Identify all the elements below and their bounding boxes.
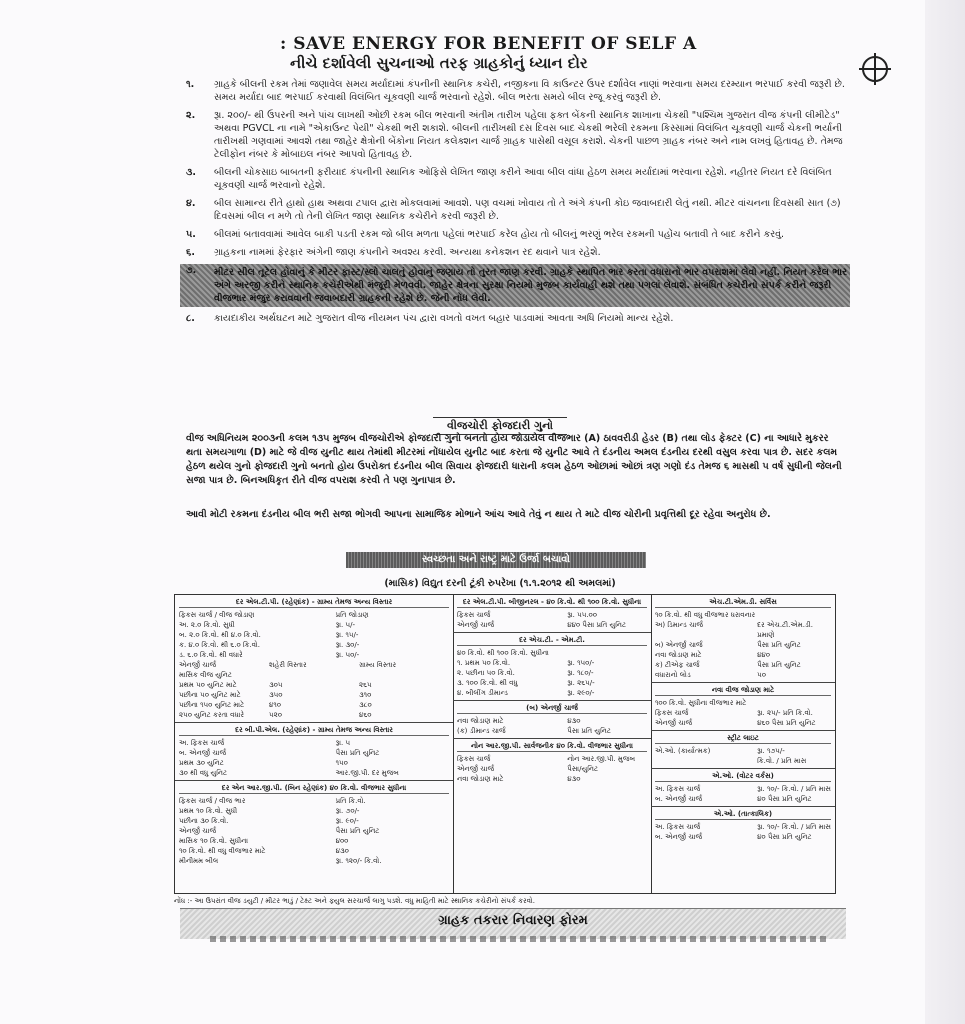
- table-row: પ્રથમ ૩૦ યુનિટ ૧૫૦: [179, 759, 348, 767]
- tariff-note: નોંધ :- આ ઉપરાંત વીજ ડયુટી / મીટર ભાડું / ટેક્ષ્ટ અને ફ્યુલ સરચાર્જ લાગુ પડશે. વધુ માહિતી માટે સ્થાનિક કચેરીનો સંપર્ક કરવો.: [174, 897, 535, 905]
- table-row: બ. એનર્જી ચાર્જ પૈસા પ્રતિ યુનિટ: [179, 749, 380, 757]
- document-sheet: [150, 28, 850, 1024]
- table-row: અ. ફિકસ ચાર્જ રૂા. ૫: [179, 739, 351, 747]
- item-text: ગ્રાહકે બીલની રકમ તેમાં જણાવેલ સમય મર્યાદામાં કંપનીની સ્થાનિક કચેરી, નજીકના વિ કાઉન્ટર ઉપર દર્શાવેલ નાણાં ભરવાના સમય દરમ્યાન ભરપાઈ કરવી જરૂરી છે. સમય મર્યાદા બાદ ભરપાઈ કરવાથી વિલંબિત ચૂકવણી ચાર્જ ભરવાનો રહેશે. બીલ ભરતા સમયે બીલ રજૂ કરવું જરૂરી છે.: [214, 79, 845, 103]
- tariff-column-lt: [453, 595, 652, 893]
- energy-banner: સ્વચ્છતા અને રાષ્ટ્ર માટે ઉર્જા બચાવો: [346, 552, 646, 568]
- list-item: [180, 312, 850, 325]
- lt-general-block: [453, 595, 651, 633]
- block-title: સ્ટ્રીટ લાઇટ: [655, 733, 831, 744]
- registration-mark-icon: [862, 56, 888, 82]
- theft-paragraph: વીજ અધિનિયમ ૨૦૦૩ની કલમ ૧૩૫ મુજબ વીજચોરીએ ફોજદારી ગુનો બનતો હોય જોડાયેલ વીજભાર (A) ઠાવવરીડી હેડર (B) તથા લોડ ફેક્ટર (C) ના આધારે મુકરર થતા સમયગાળા (D) માટે જે વીજ યુનીટ થાય તેમાંથી મીટરમાં નોંધાયેલ યુનીટ બાદ કરતા જે યુનીટ આવે તે દંડનીય અમલ દંડનીય દરથી વસુલ કરવા પાત્ર છે. સદર કલમ હેઠળ થયેલ ગુનો ફોજદારી ગુનો બનતો હોય ઉપરોક્ત દંડનીય બીલ સિવાય ફોજદારી ધારાની કલમ હેઠળ ઓછામાં ઓછાં ત્રણ ગણો દંડ તેમજ ૬ માસથી ૫ વર્ષ સુધીની જેલની સજા પાત્ર છે. બિનઅધિકૃત રીતે વીજ વપરાશ કરવી તે પણ ગુનાપાત્ર છે.: [186, 433, 842, 486]
- table-row: એનર્જી ચાર્જ ૪૬૦ પૈસા પ્રતિ યુનિટ: [655, 719, 816, 727]
- table-row: બ. ૨.૦ કિ.વો. થી ૪.૦ કિ.વો. રૂા. ૧૫/-: [179, 631, 359, 639]
- item-number: ૨.: [186, 110, 196, 121]
- ht-energy-block: [453, 701, 651, 739]
- table-row: ફિકસ ચાર્જ રૂા. ૨૫/- પ્રતિ કિ.વો.: [655, 709, 813, 717]
- list-item: [180, 109, 850, 161]
- table-row: માસિક ૧૦ કિ.વો. સુધીના ૪૦૦: [179, 837, 349, 845]
- table-row: પછીના ૩૦ કિ.વો. રૂા. ૯૦/-: [179, 817, 359, 825]
- table-row: ક) ટીએફ ચાર્જ પૈસા પ્રતિ યુનિટ: [655, 661, 801, 669]
- table-row: ૩૦ થી વધુ યુનિટ આર.જી.પી. દર મુજબ: [179, 769, 399, 777]
- block-title: દર એલ.ટી.પી. બીજીનરલ - ૪૦ કિ.વો. થી ૧૦૦ કિ.વો. સુધીના: [457, 597, 647, 608]
- new-connection-block: [651, 683, 835, 731]
- block-title: દર એન આર.જી.પી. (બિન રહેણાંક) ૪૦ કિ.વો. વીજભાર સુધીના: [179, 783, 449, 794]
- block-title: એ.ઓ. (તાત્કાલિક): [655, 809, 831, 820]
- table-row: નવા જોડાણ માટે ૪૩૦: [457, 717, 581, 725]
- table-row: ફિકસ ચાર્જ નોન આર.જી.પી. મુજબ: [457, 755, 636, 763]
- theft-appeal: આવી મોટી રકમના દંડનીય બીલ ભરી સજા ભોગવી આપના સામાજિક મોભાને આંચ આવે તેવું ન થાય તે માટે વીજ ચોરીની પ્રવૃત્તિથી દૂર રહેવા અનુરોધ છે.: [186, 509, 771, 520]
- item-number: ૧.: [186, 79, 195, 90]
- item-text: બીલ સામાન્ય રીતે હાથો હાથ અથવા ટપાલ દ્વારા મોકલવામાં આવશે. પણ વચમાં ખોવાય તો તે અંગે કંપની કોઇ જવાબદારી લેતું નથી. મીટર વાંચનના દિવસથી સાત (૭) દિવસમાં બીલ ન મળે તો તેની લેખિત જાણ સ્થાનિક કચેરીને કરવી જરૂરી છે.: [214, 198, 841, 222]
- bpl-block: [175, 723, 453, 781]
- table-row: ૧૦૦ કિ.વો. સુધીના વીજભાર માટે: [655, 699, 747, 707]
- table-row: એનર્જી ચાર્જ પૈસા પ્રતિ યુનિટ: [179, 827, 380, 835]
- table-row: અ. ફિકસ ચાર્જ રૂા. ૧૦/- કિ.વો. / પ્રતિ માસ: [655, 823, 831, 831]
- table-row: ૧૦ કિ.વો. થી વધુ વીજભાર માટે ૪૩૦: [179, 847, 349, 855]
- forum-banner: [180, 908, 846, 939]
- title-english: : SAVE ENERGY FOR BENEFIT OF SELF A: [280, 34, 697, 54]
- table-row: બ. એનર્જી ચાર્જ ૪૦ પૈસા પ્રતિ યુનિટ: [655, 795, 812, 803]
- table-row: બ. એનર્જી ચાર્જ ૪૦ પૈસા પ્રતિ યુનિટ: [655, 833, 812, 841]
- table-row: પછીના ૧૫૦ યુનિટ માટે ૪૧૦ ૩૮૦: [179, 701, 372, 709]
- table-row: ૨૫૦ યુનિટ કરતા વધારે ૫૨૦ ૪૬૦: [179, 711, 372, 719]
- tariff-column-ht: [651, 595, 835, 893]
- page-edge: [925, 0, 965, 1024]
- table-row: ડ. ૬.૦ કિ.વો. થી વધારે રૂા. ૫૦/-: [179, 651, 360, 659]
- table-row: વધારાનો લોડ ૫૦: [655, 671, 766, 679]
- nrgp-block: [175, 781, 453, 868]
- list-item: [180, 228, 850, 241]
- table-row: માસિક વીજ યુનિટ: [179, 671, 232, 679]
- table-row: બ) એનર્જી ચાર્જ પૈસા પ્રતિ યુનિટ: [655, 641, 801, 649]
- instruction-list: [180, 78, 850, 330]
- list-item: [180, 166, 850, 192]
- rgp-block: [175, 595, 453, 723]
- table-row: ૪૦ કિ.વો. થી ૧૦૦ કિ.વો. સુધીના: [457, 649, 549, 657]
- table-row: અ) ડિમાન્ડ ચાર્જ દર એચ.ટી.એમ.ડી. પ્રમાણે: [655, 621, 813, 639]
- table-row: (ક) ડીમાન્ડ ચાર્જ પૈસા પ્રતિ યુનિટ: [457, 727, 611, 735]
- theft-heading: વીજચોરી ફોજદારી ગુનો: [150, 414, 850, 435]
- street-light-block: [651, 731, 835, 769]
- forum-title: ગ્રાહક તકરાર નિવારણ ફોરમ: [438, 913, 588, 928]
- table-row: એનર્જી ચાર્જ પૈસા/યુનિટ: [457, 765, 599, 773]
- tariff-column-residential: [175, 595, 454, 893]
- temporary-block: [651, 807, 835, 844]
- table-row: નવા જોડાણ માટે ૪૪૦: [655, 651, 770, 659]
- item-number: ૫.: [186, 229, 196, 240]
- item-text: કાયદાકીય અર્થઘટન માટે ગુજરાત વીજ નીયમન પંચ દ્વારા વખતો વખત બહાર પાડવામાં આવતા અધિ નિયમો માન્ય રહેશે.: [214, 313, 674, 324]
- table-row: એનર્જી ચાર્જ ૪૪૦ પૈસા પ્રતિ યુનિટ: [457, 621, 627, 629]
- table-row: મીનીમમ બીલ રૂા. ૧૨૦/- કિ.વો.: [179, 857, 382, 865]
- table-row: ૪. બીલીંગ ડીમાન્ડ રૂા. ૨૯૦/-: [457, 689, 595, 697]
- table-row: પ્રથમ ૫૦ યુનિટ માટે ૩૦૫ ૨૬૫: [179, 681, 372, 689]
- list-item: [180, 197, 850, 223]
- forum-text-faded: [210, 936, 830, 942]
- table-row: અ. ફિકસ ચાર્જ રૂા. ૧૦/- કિ.વો. / પ્રતિ માસ: [655, 785, 831, 793]
- list-item-shaded: [180, 264, 850, 307]
- item-number: ૭.: [186, 265, 197, 276]
- htmd-block: [651, 595, 835, 683]
- item-text: રૂા. ૨૦૦/- થી ઉપરની અને પાંચ લાખથી ઓછી રકમ બીલ ભરવાની અંતીમ તારીખ પહેલા ફક્ત બેંકની સ્થાનિક શાખાના ચેકથી "પશ્ચિમ ગુજરાત વીજ કંપની લીમીટેડ" અથવા PGVCL ના નામે "એકાઉન્ટ પેયી" ચેકથી ભરી શકાશે. બીલની તારીખથી દસ દિવસ બાદ ચેકથી ભરેલી રકમના કિસ્સામાં વિલંબિત ચૂકવણી ચાર્જ ચેકની ભર્યાની તારીખથી ગણવામાં આવશે તથા જાહેર ક્ષેત્રોની બેંકોના નિયત કલેક્શન ચાર્જ ગ્રાહક પાસેથી વસૂલ કરાશે. ચેકની પાછળ ગ્રાહક નંબર અને નામ લખવું હિતાવહ છે. તેમજ ટેલીફોન નંબર કે મોબાઇલ નંબર આપવો હિતાવહ છે.: [214, 110, 843, 160]
- item-number: ૪.: [186, 198, 196, 209]
- public-lt-block: [453, 739, 651, 786]
- table-row: અ. ૨.૦ કિ.વો. સુધી રૂા. ૫/-: [179, 621, 355, 629]
- table-row: ફિકસ ચાર્જ / વીજ ભાર પ્રતિ કિ.વો.: [179, 797, 366, 805]
- table-row: ૧. પ્રથમ ૫૦ કિ.વો. રૂા. ૧૫૦/-: [457, 659, 595, 667]
- item-text: બીલની ચોકસાઇ બાબતની ફરીયાદ કંપનીની સ્થાનિક ઓફિસે લેખિત જાણ કરીને આવા બીલ વાંધા હેઠળ સમય મર્યાદામાં ભરવાના રહેશે. નહીતર નિયત દરે વિલંબિત ચૂકવણી ચાર્જ ભરવાનો રહેશે.: [214, 167, 832, 191]
- table-row: ૩. ૧૦૦ કિ.વો. થી વધુ રૂા. ૨૬૫/-: [457, 679, 595, 687]
- item-text: બીલમાં બતાવવામાં આવેલ બાકી પડતી રકમ જો બીલ મળતા પહેલાં ભરપાઈ કરેલ હોય તો બીલનું ભરણું ભરેલ રકમની પહોંચ બતાવી તે બાદ કરીને કરવું.: [214, 229, 785, 240]
- table-row: પછીના ૫૦ યુનિટ માટે ૩૫૦ ૩૧૦: [179, 691, 372, 699]
- block-title: (બ) એનર્જી ચાર્જ: [457, 703, 647, 714]
- table-row: નવા જોડાણ માટે ૪૩૦: [457, 775, 581, 783]
- table-row: કિ.વો. / પ્રતિ માસ: [757, 757, 807, 765]
- item-text: મીટર સીલ તૂટેલ હોવાનું કે મીટર ફાસ્ટ/સ્લો ચાલતું હોવાનું જણાય તો તુરત જાણ કરવી. ગ્રાહકે સ્થાપિત ભાર કરતા વધારાનો ભાર વપરાશમાં લેવો નહીં. નિયત કરેલ ભાર અંગે અરજી કરીને સ્થાનિક કચેરીએથી મંજૂરી મેળવવી. જાહેર ક્ષેત્રના સુરક્ષા નિયમો મુજબ કાર્યવાહી થશે તથા પગલાં લેવાશે. સંબંધિત કચેરીનો સંપર્ક કરીને જરૂરી વીજભાર મંજુર કરાવવાની જવાબદારી ગ્રાહકની રહેશે છે. જેની નોંધ લેવી.: [214, 267, 848, 304]
- item-number: ૮.: [186, 313, 195, 324]
- table-row: ફિકસ ચાર્જ / વીજ જોડાણ પ્રતિ જોડાણ: [179, 611, 369, 619]
- table-row: ૧૦ કિ.વો. થી વધુ વીજભાર ધરાવનાર: [655, 611, 756, 619]
- block-title: નોન આર.જી.પી. સાર્વજનીક ૪૦ કિ.વો. વીજભાર સુધીના: [457, 741, 647, 752]
- block-title: એચ.ટી.એમ.ડી. સર્વિસ: [655, 597, 831, 608]
- list-item: [180, 246, 850, 259]
- block-title: એ.ઓ. (વોટર વર્કસ): [655, 771, 831, 782]
- table-row: ૨. પછીના ૫૦ કિ.વો. રૂા. ૧૮૦/-: [457, 669, 594, 677]
- block-title: દર એલ.ટી.પી. (રહેણાંક) - ગ્રામ્ય તેમજ અન્ય વિસ્તાર: [179, 597, 449, 608]
- tariff-heading: (માસિક) વિદ્યુત દરની ટૂંકી રુપરેખા (૧.૧.૨૦૧૨ થી અમલમાં): [384, 578, 616, 589]
- ht-mt-block: [453, 633, 651, 701]
- table-row: ક. ૪.૦ કિ.વો. થી ૬.૦ કિ.વો. રૂા. ૩૦/-: [179, 641, 360, 649]
- table-row: ફિકસ ચાર્જ રૂા. ૫૫.૦૦: [457, 611, 597, 619]
- tariff-table: [174, 594, 836, 894]
- item-number: ૩.: [186, 167, 196, 178]
- title-gujarati: નીચે દર્શાવેલી સુચનાઓ તરફ ગ્રાહકોનું ધ્યાન દોર: [290, 54, 588, 72]
- list-item: [180, 78, 850, 104]
- block-title: નવા વીજ જોડાણ માટે: [655, 685, 831, 696]
- table-row: એ.ઓ. (કાર્યાત્મક) રૂા. ૧૭૫/-: [655, 747, 785, 755]
- item-number: ૬.: [186, 247, 195, 258]
- block-title: દર એચ.ટી. - એમ.ટી.: [457, 635, 647, 646]
- block-title: દર બી.પી.એલ. (રહેણાંક) - ગ્રામ્ય તેમજ અન્ય વિસ્તાર: [179, 725, 449, 736]
- water-works-block: [651, 769, 835, 807]
- table-row: પ્રથમ ૧૦ કિ.વો. સુધી રૂા. ૭૦/-: [179, 807, 360, 815]
- item-text: ગ્રાહકના નામમાં ફેરફાર અંગેની જાણ કંપનીને અવશ્ય કરવી. અન્યથા કનેકશન રદ થવાને પાત્ર રહેશે.: [214, 247, 601, 258]
- table-row: એનર્જી ચાર્જ શહેરી વિસ્તાર ગ્રામ્ય વિસ્તાર: [179, 661, 397, 669]
